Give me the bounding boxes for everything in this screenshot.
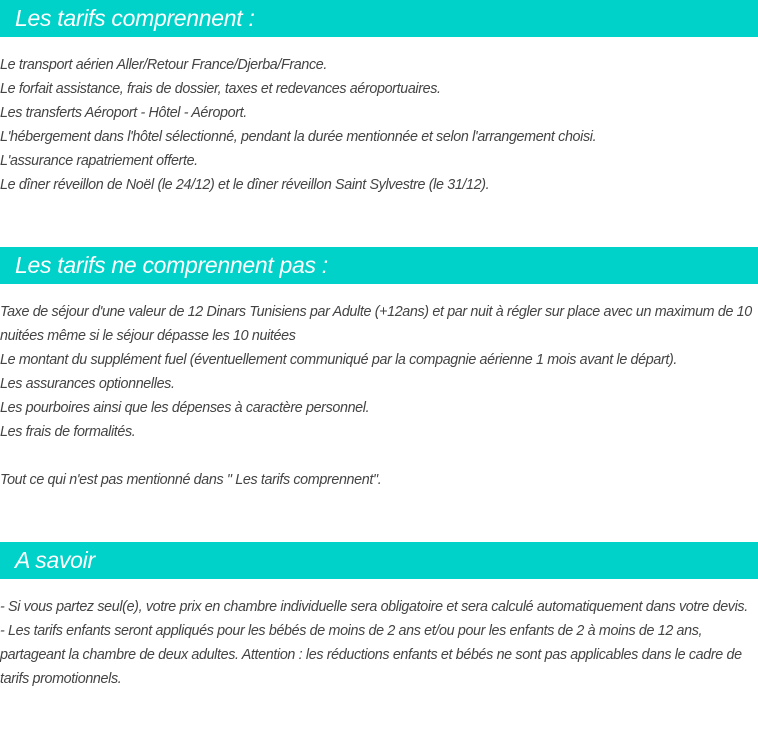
list-item: Tout ce qui n'est pas mentionné dans " Les tarifs comprennent".	[0, 472, 382, 488]
list-item: L'assurance rapatriement offerte.	[0, 153, 198, 169]
section-body-included	[0, 53, 758, 197]
section-body-a-savoir	[0, 595, 758, 691]
section-header-a-savoir	[0, 542, 758, 579]
list-item: Le transport aérien Aller/Retour France/Djerba/France.	[0, 57, 328, 73]
spacer	[0, 444, 758, 468]
list-item: Le montant du supplément fuel (éventuellement communiqué par la compagnie aérienne 1 mois avant le départ).	[0, 352, 678, 368]
list-item: Le dîner réveillon de Noël (le 24/12) et le dîner réveillon Saint Sylvestre (le 31/12).	[0, 177, 490, 193]
list-item: - Si vous partez seul(e), votre prix en chambre individuelle sera obligatoire et sera calculé automatiquement dans votre devis.	[0, 599, 748, 615]
list-item: Taxe de séjour d'une valeur de 12 Dinars Tunisiens par Adulte (+12ans) et par nuit à régler sur place avec un maximum de 10 nuitées même si le séjour dépasse les 10 nuitées	[0, 304, 752, 344]
section-body-not-included	[0, 300, 758, 492]
list-item: Les transferts Aéroport - Hôtel - Aéroport.	[0, 105, 247, 121]
list-item: - Les tarifs enfants seront appliqués pour les bébés de moins de 2 ans et/ou pour les enfants de 2 à moins de 12 ans, partageant la chambre de deux adultes. Attention : les réductions enfants et bébés ne sont pas applicables dans le cadre de tarifs promotionnels.	[0, 623, 742, 687]
list-item: Les assurances optionnelles.	[0, 376, 175, 392]
section-title: A savoir	[15, 547, 95, 573]
section-header-included	[0, 0, 758, 37]
section-title: Les tarifs comprennent :	[15, 5, 255, 31]
section-header-not-included	[0, 247, 758, 284]
section-title: Les tarifs ne comprennent pas :	[15, 252, 328, 278]
list-item: Le forfait assistance, frais de dossier, taxes et redevances aéroportuaires.	[0, 81, 441, 97]
list-item: Les frais de formalités.	[0, 424, 136, 440]
list-item: L'hébergement dans l'hôtel sélectionné, pendant la durée mentionnée et selon l'arrangement choisi.	[0, 129, 597, 145]
list-item: Les pourboires ainsi que les dépenses à caractère personnel.	[0, 400, 370, 416]
